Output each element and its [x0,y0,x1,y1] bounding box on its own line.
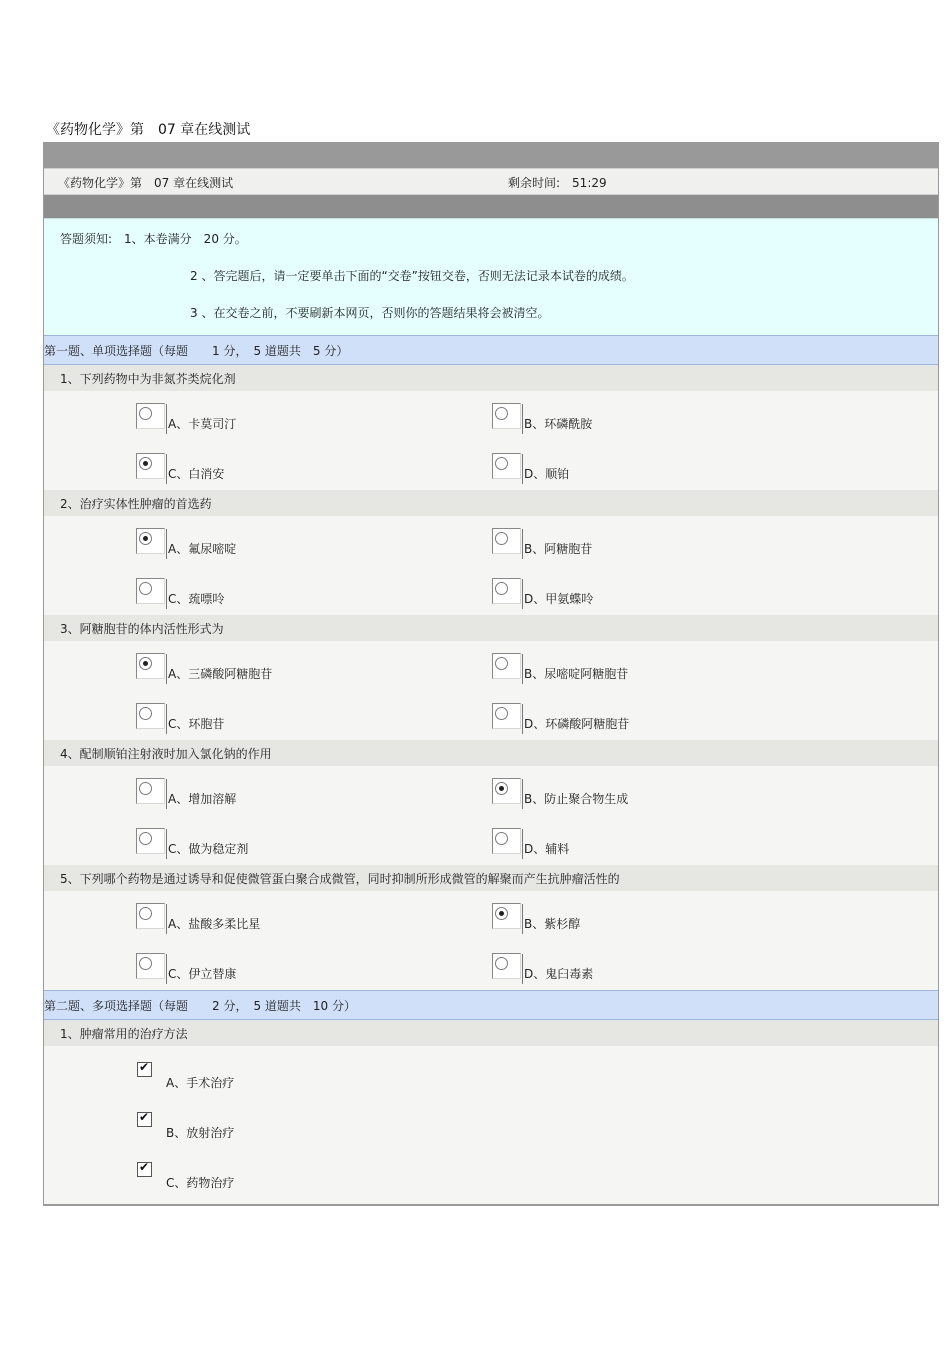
option-label: C、环胞苷 [168,717,225,731]
option-c[interactable] [136,1160,436,1190]
option-label: C、药物治疗 [166,1176,235,1190]
radio-frame [492,953,521,979]
question-title [44,490,938,516]
option-c[interactable] [136,953,436,983]
radio-frame [492,778,521,804]
radio-divider [522,704,523,734]
radio-frame [136,653,165,679]
radio-selected-icon[interactable] [139,532,152,545]
radio-icon[interactable] [139,582,152,595]
option-label: D、顺铂 [524,467,570,481]
option-label: A、手术治疗 [166,1076,235,1090]
option-b[interactable] [492,528,792,558]
notice-line-3: 3 、在交卷之前，不要刷新本网页，否则你的答题结果将会被清空。 [190,306,550,320]
option-label: B、尿嘧啶阿糖胞苷 [524,667,629,681]
radio-frame [136,528,165,554]
option-label: A、三磷酸阿糖胞苷 [168,667,273,681]
option-label: D、鬼臼毒素 [524,967,594,981]
radio-icon[interactable] [139,782,152,795]
option-b[interactable] [492,903,792,933]
radio-divider [166,454,167,484]
radio-frame [136,403,165,429]
option-b[interactable] [492,653,792,683]
option-label: B、防止聚合物生成 [524,792,629,806]
radio-frame [492,578,521,604]
option-c[interactable] [136,578,436,608]
option-d[interactable] [492,828,792,858]
radio-divider [522,529,523,559]
question-text: 4、配制顺铂注射液时加入氯化钠的作用 [60,747,272,761]
question-5 [44,865,938,990]
option-label: B、紫杉醇 [524,917,581,931]
option-label: D、辅料 [524,842,570,856]
radio-icon[interactable] [495,832,508,845]
radio-icon[interactable] [495,657,508,670]
radio-icon[interactable] [495,532,508,545]
option-label: B、阿糖胞苷 [524,542,593,556]
radio-divider [166,404,167,434]
checkbox-checked-icon[interactable] [137,1162,152,1177]
radio-icon[interactable] [495,582,508,595]
options [44,766,938,865]
section-2-header [44,990,938,1020]
radio-frame [136,578,165,604]
section-1-title: 第一题、单项选择题（每题 1 分， 5 道题共 5 分） [44,344,349,358]
radio-frame [136,903,165,929]
radio-divider [166,904,167,934]
test-title: 《药物化学》第 07 章在线测试 [58,176,234,190]
radio-icon[interactable] [139,707,152,720]
multi-question-1 [44,1020,938,1204]
question-title [44,365,938,391]
radio-selected-icon[interactable] [139,657,152,670]
option-a[interactable] [136,903,436,933]
option-label: A、增加溶解 [168,792,237,806]
question-title [44,1020,938,1046]
radio-frame [136,778,165,804]
top-bar [44,142,938,168]
option-b[interactable] [492,403,792,433]
option-d[interactable] [492,953,792,983]
radio-frame [136,703,165,729]
radio-divider [166,529,167,559]
radio-divider [522,829,523,859]
radio-divider [166,954,167,984]
question-text: 1、下列药物中为非氮芥类烷化剂 [60,372,236,386]
option-label: C、伊立替康 [168,967,237,981]
option-label: C、白消安 [168,467,225,481]
radio-divider [522,954,523,984]
page-title: 《药物化学》第 07 章在线测试 [46,122,251,138]
option-label: A、卡莫司汀 [168,417,237,431]
option-a[interactable] [136,403,436,433]
radio-divider [166,654,167,684]
option-a[interactable] [136,1060,436,1090]
radio-divider [522,654,523,684]
radio-divider [166,579,167,609]
option-label: B、放射治疗 [166,1126,235,1140]
radio-divider [522,454,523,484]
question-title [44,740,938,766]
radio-frame [492,703,521,729]
options [44,516,938,615]
radio-divider [522,904,523,934]
option-label: A、氟尿嘧啶 [168,542,237,556]
radio-frame [136,828,165,854]
radio-frame [492,903,521,929]
separator-bar [44,195,938,218]
option-d[interactable] [492,453,792,483]
radio-frame [492,403,521,429]
notice-line-2: 2 、答完题后，请一定要单击下面的“交卷”按钮交卷，否则无法记录本试卷的成绩。 [190,269,634,283]
question-2 [44,490,938,615]
question-title [44,615,938,641]
radio-icon[interactable] [139,907,152,920]
options [44,891,938,990]
option-c[interactable] [136,703,436,733]
question-text: 5、下列哪个药物是通过诱导和促使微管蛋白聚合成微管，同时抑制所形成微管的解聚而产生抗肿瘤活性的 [60,872,620,886]
notice-panel [44,218,938,335]
radio-divider [522,404,523,434]
options [44,391,938,490]
radio-frame [492,828,521,854]
option-label: D、环磷酸阿糖胞苷 [524,717,630,731]
radio-divider [166,829,167,859]
radio-icon[interactable] [495,407,508,420]
radio-divider [522,579,523,609]
info-bar [44,168,938,195]
option-label: C、做为稳定剂 [168,842,249,856]
options [44,641,938,740]
option-a[interactable] [136,778,436,808]
option-b[interactable] [492,778,792,808]
radio-divider [166,779,167,809]
radio-icon[interactable] [139,832,152,845]
radio-frame [492,653,521,679]
option-a[interactable] [136,528,436,558]
option-c[interactable] [136,828,436,858]
radio-frame [136,453,165,479]
option-b[interactable] [136,1110,436,1140]
checkbox-checked-icon[interactable] [137,1062,152,1077]
question-title [44,865,938,891]
test-frame [43,142,939,1206]
time-remaining: 剩余时间: 51:29 [508,176,607,190]
radio-divider [166,704,167,734]
options [44,1046,938,1204]
radio-icon[interactable] [495,957,508,970]
section-2-title: 第二题、多项选择题（每题 2 分， 5 道题共 10 分） [44,999,356,1013]
radio-icon[interactable] [495,707,508,720]
radio-icon[interactable] [495,457,508,470]
option-c[interactable] [136,453,436,483]
radio-frame [136,953,165,979]
option-d[interactable] [492,703,792,733]
question-3 [44,615,938,740]
option-a[interactable] [136,653,436,683]
question-4 [44,740,938,865]
radio-selected-icon[interactable] [139,457,152,470]
option-label: A、盐酸多柔比星 [168,917,261,931]
radio-frame [492,528,521,554]
checkbox-checked-icon[interactable] [137,1112,152,1127]
question-text: 3、阿糖胞苷的体内活性形式为 [60,622,224,636]
option-d[interactable] [492,578,792,608]
option-label: D、甲氨蝶呤 [524,592,594,606]
option-label: C、巯嘌呤 [168,592,225,606]
question-text: 2、治疗实体性肿瘤的首选药 [60,497,212,511]
question-text: 1、肿瘤常用的治疗方法 [60,1027,188,1041]
radio-icon[interactable] [139,957,152,970]
radio-frame [492,453,521,479]
question-1 [44,365,938,490]
radio-divider [522,779,523,809]
notice-line-1: 答题须知: 1、本卷满分 20 分。 [60,232,247,246]
radio-icon[interactable] [139,407,152,420]
radio-selected-icon[interactable] [495,782,508,795]
section-1-header [44,335,938,365]
radio-selected-icon[interactable] [495,907,508,920]
option-label: B、环磷酰胺 [524,417,593,431]
